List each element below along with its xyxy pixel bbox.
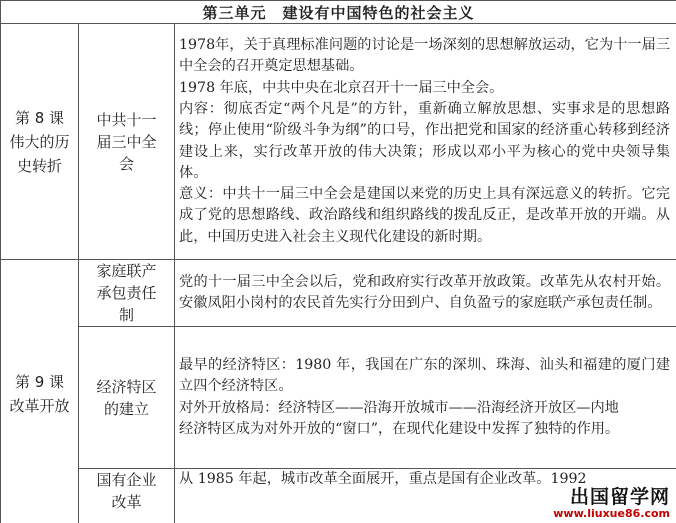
content-paragraph: 对外开放格局：经济特区——沿海开放城市——沿海经济开放区—内地	[179, 399, 619, 416]
topic-name: 中共十一届三中全会	[96, 110, 157, 173]
content-cell	[175, 260, 676, 327]
content-paragraph: 内容：彻底否定“两个凡是”的方针，重新确立解放思想、实事求是的思想路线；停止使用“阶级斗争为纲”的口号，作出把党和国家的经济重心转移到经济建设上来，实行改革开放的伟大决策；形成以邓小平为核心的党中央领导集体。	[179, 100, 671, 181]
topic-name: 家庭联产承包责任制	[96, 262, 157, 324]
lesson-name: 第 9 课改革开放	[9, 373, 70, 415]
topic-cell	[79, 24, 175, 260]
content-paragraph: 1978 年底，中共中央在北京召开十一届三中全会。	[179, 79, 504, 96]
topic-cell	[79, 327, 175, 469]
topic-name: 经济特区的建立	[96, 377, 157, 418]
content-paragraph: 经济特区成为对外开放的“窗口”，在现代化建设中发挥了独特的作用。	[179, 420, 620, 437]
table-row	[1, 260, 676, 327]
content-paragraph: 从 1985 年起，城市改革全面展开，重点是国有企业改革。1992	[179, 471, 587, 487]
watermark-title: 出国留学网	[569, 486, 670, 508]
content-paragraph: 意义：中共十一届三中全会是建国以来党的历史上具有深远意义的转折。它完成了党的思想路线、政治路线和组织路线的拨乱反正，是改革开放的开端。从此，中国历史进入社会主义现代化建设的新时期。	[179, 186, 671, 245]
content-cell	[175, 327, 676, 469]
title-row	[1, 1, 676, 24]
lesson-cell	[1, 24, 79, 260]
topic-name: 国有企业改革	[96, 471, 157, 511]
unit-title: 第三单元 建设有中国特色的社会主义	[1, 1, 676, 24]
content-paragraph: 1978年，关于真理标准问题的讨论是一场深刻的思想解放运动，它为十一届三中全会的召开奠定思想基础。	[179, 37, 671, 75]
watermark-url: www.liuxue86.com	[553, 507, 670, 520]
topic-cell	[79, 260, 175, 327]
topic-cell	[79, 469, 175, 523]
table-row	[1, 327, 676, 469]
content-paragraph: 最早的经济特区：1980 年，我国在广东的深圳、珠海、汕头和福建的厦门建立四个经济特区。	[179, 356, 671, 395]
content-cell	[175, 24, 676, 260]
content-paragraph: 党的十一届三中全会以后，党和政府实行改革开放政策。改革先从农村开始。安徽凤阳小岗村的农民首先实行分田到户、自负盈亏的家庭联产承包责任制。	[179, 273, 671, 311]
table-row	[1, 24, 676, 260]
lesson-cell	[1, 260, 79, 523]
lesson-name: 第 8 课伟大的历史转折	[9, 108, 70, 175]
site-watermark	[520, 487, 670, 521]
